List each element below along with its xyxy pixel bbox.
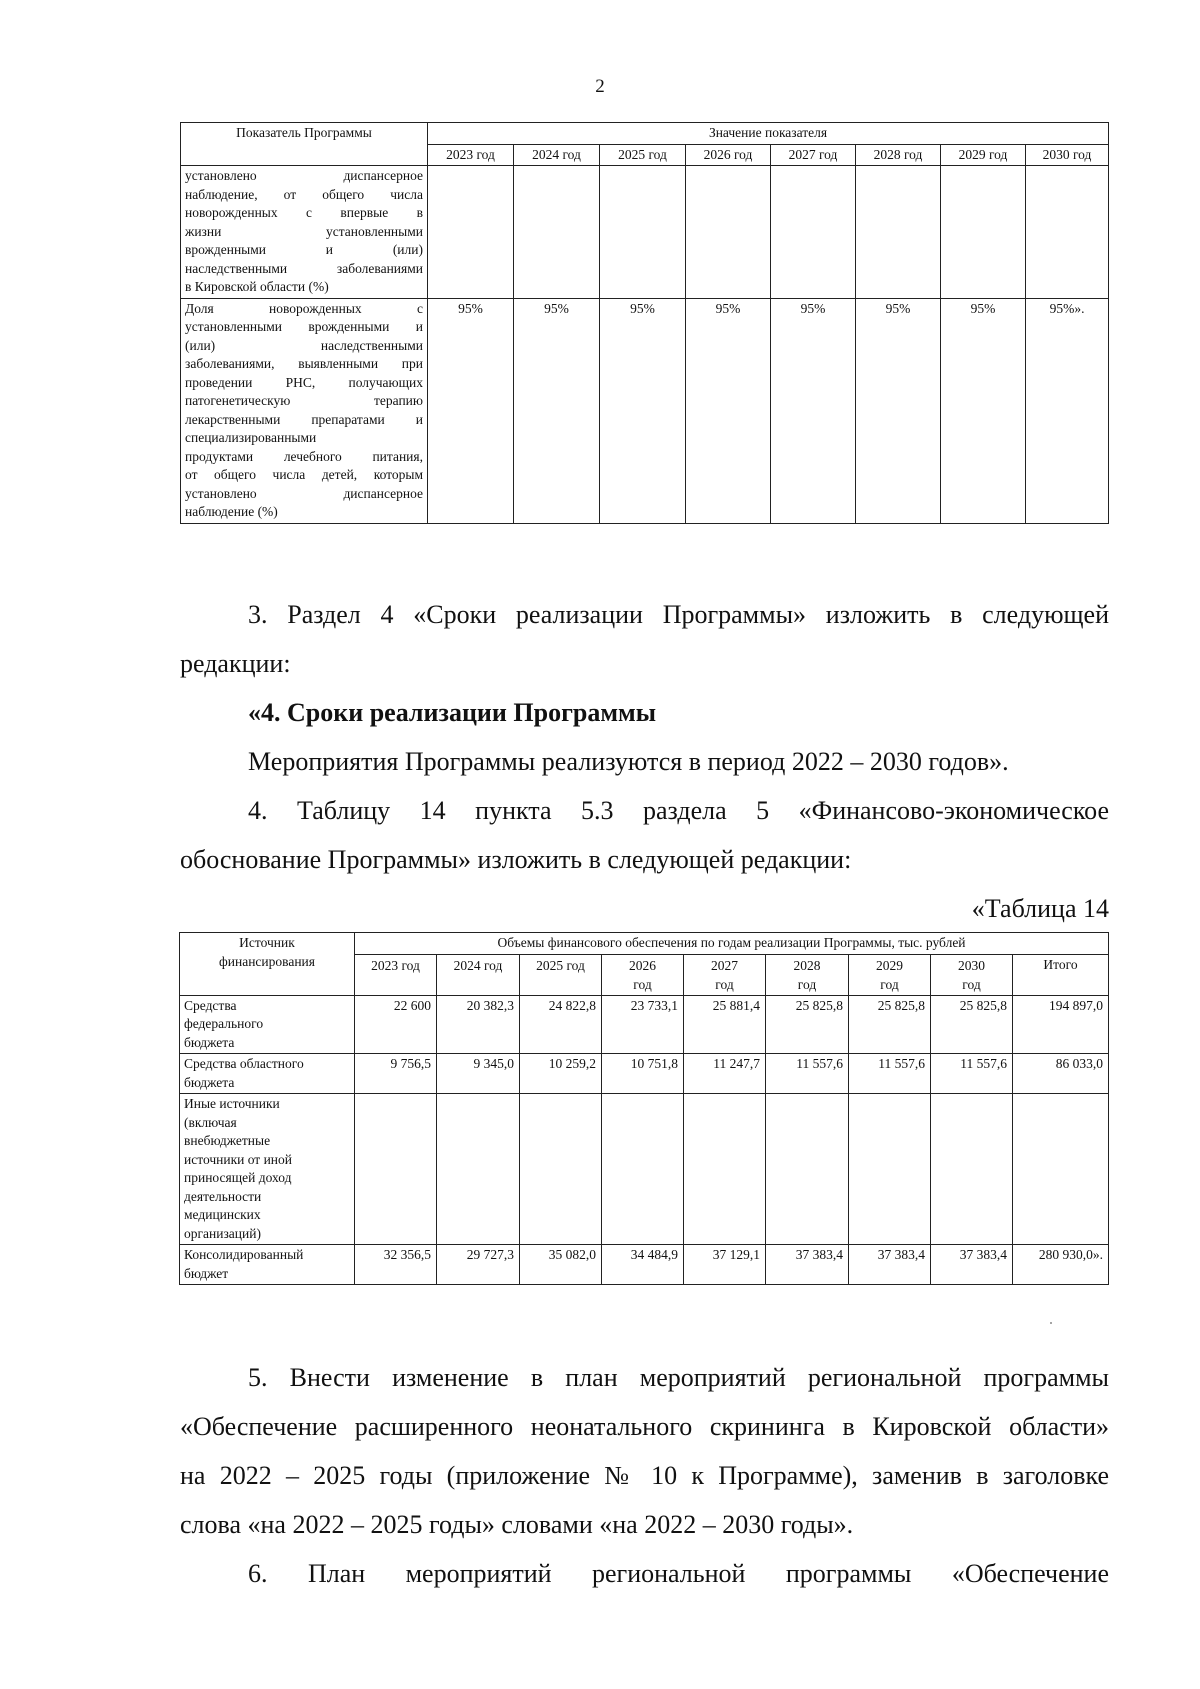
finance-year-line-2: год <box>633 976 652 992</box>
finance-value-cell <box>931 1094 1013 1245</box>
indicator-value-cell <box>941 166 1026 299</box>
finance-value-cell <box>766 1094 849 1245</box>
indicator-value-cell <box>856 166 941 299</box>
funding-source-line: медицинских <box>184 1207 261 1222</box>
section-text: Мероприятия Программы реализуются в период 2022 – 2030 годов». <box>248 747 1009 776</box>
indicator-value-cell: 95% <box>600 298 686 523</box>
finance-total-header: Итого <box>1013 954 1109 995</box>
indicator-name-line: от общего числа детей, которым <box>185 467 423 482</box>
finance-value-cell: 25 881,4 <box>684 995 766 1054</box>
finance-value-cell: 25 825,8 <box>931 995 1013 1054</box>
year-header: 2024 год <box>514 144 600 166</box>
finance-row <box>180 1245 1109 1285</box>
indicator-name-line: наблюдение (%) <box>185 504 278 519</box>
finance-year-line-1: 2025 год <box>536 957 585 973</box>
year-header: 2029 год <box>941 144 1026 166</box>
finance-value-cell: 11 247,7 <box>684 1054 766 1094</box>
finance-value-cell <box>849 1094 931 1245</box>
indicator-value-cell <box>514 166 600 299</box>
indicator-value-cell <box>600 166 686 299</box>
indicator-value-cell <box>771 166 856 299</box>
finance-year-line-1: 2023 год <box>371 957 420 973</box>
finance-value-cell: 24 822,8 <box>520 995 602 1054</box>
indicator-name-line: жизни установленными <box>185 223 423 239</box>
funding-source-line: бюджета <box>184 1074 235 1090</box>
indicator-name-line: Доля новорожденных с <box>185 300 423 316</box>
finance-year-header <box>602 954 684 995</box>
indicator-name-cell <box>181 166 428 299</box>
finance-table <box>179 932 1109 1285</box>
finance-value-cell: 32 356,5 <box>355 1245 437 1285</box>
finance-value-cell: 37 383,4 <box>766 1245 849 1285</box>
funding-source-line: (включая <box>184 1114 237 1130</box>
finance-value-cell: 86 033,0 <box>1013 1054 1109 1094</box>
finance-value-cell: 11 557,6 <box>766 1054 849 1094</box>
finance-year-header <box>684 954 766 995</box>
finance-value-cell: 11 557,6 <box>849 1054 931 1094</box>
finance-value-cell <box>520 1094 602 1245</box>
finance-value-cell: 9 345,0 <box>437 1054 520 1094</box>
indicator-value-cell <box>1026 166 1109 299</box>
finance-value-cell: 25 825,8 <box>849 995 931 1054</box>
funding-source-line: бюджета <box>184 1034 235 1050</box>
finance-year-header <box>520 954 602 995</box>
indicator-value-cell: 95% <box>771 298 856 523</box>
finance-value-cell: 29 727,3 <box>437 1245 520 1285</box>
finance-row <box>180 1094 1109 1245</box>
funding-source-line: федерального <box>184 1016 264 1031</box>
finance-year-line-2: год <box>797 976 817 992</box>
finance-header-row <box>180 933 1109 955</box>
finance-year-line-1: 2026 <box>629 957 656 973</box>
indicator-name-line: в Кировской области (%) <box>185 279 329 294</box>
indicator-row <box>181 298 1109 523</box>
indicator-table <box>180 122 1109 524</box>
funding-source-cell <box>180 1054 355 1094</box>
finance-value-cell: 22 600 <box>355 995 437 1054</box>
finance-value-cell: 37 383,4 <box>849 1245 931 1285</box>
finance-year-header <box>931 954 1013 995</box>
year-header: 2030 год <box>1026 144 1109 166</box>
finance-value-cell: 25 825,8 <box>766 995 849 1054</box>
finance-value-cell <box>355 1094 437 1245</box>
funding-source-line: деятельности <box>184 1188 262 1204</box>
funding-source-line: организаций) <box>184 1225 261 1241</box>
indicator-name-line: установлено диспансерное <box>185 168 423 183</box>
funding-source-line: источники от иной <box>184 1151 293 1167</box>
finance-value-cell: 37 383,4 <box>931 1245 1013 1285</box>
funding-source-line: бюджет <box>184 1265 229 1281</box>
finance-value-cell: 280 930,0». <box>1013 1245 1109 1285</box>
indicator-value-cell: 95% <box>514 298 600 523</box>
finance-year-line-1: 2028 <box>793 957 821 973</box>
indicator-name-line: лекарственными препаратами и <box>185 411 423 427</box>
scan-speck <box>1050 1322 1052 1324</box>
indicator-name-line: наследственными заболеваниями <box>185 260 423 276</box>
finance-year-line-1: 2024 год <box>453 957 503 973</box>
finance-value-cell: 194 897,0 <box>1013 995 1109 1054</box>
funding-source-line: Средства <box>184 997 237 1013</box>
paragraph-5-line-1: 5. Внести изменение в план мероприятий региональной программы <box>248 1363 1109 1392</box>
indicator-name-line: установленными врожденными и <box>185 319 423 334</box>
finance-year-header <box>766 954 849 995</box>
finance-row <box>180 995 1109 1054</box>
finance-value-cell: 34 484,9 <box>602 1245 684 1285</box>
finance-year-line-1: 2029 <box>876 957 903 973</box>
finance-value-cell <box>684 1094 766 1245</box>
funding-source-line: Иные источники <box>184 1096 280 1111</box>
finance-value-cell: 23 733,1 <box>602 995 684 1054</box>
paragraph-5-line-2: «Обеспечение расширенного неонатального скрининга в Кировской области» <box>180 1412 1109 1441</box>
indicator-name-line: патогенетическую терапию <box>185 393 423 408</box>
indicator-header-row <box>181 123 1109 145</box>
paragraph-4-line-1: 4. Таблицу 14 пункта 5.3 раздела 5 «Финансово-экономическое <box>248 796 1109 825</box>
indicator-name-line: заболеваниями, выявленными при <box>185 356 423 371</box>
source-header-line-1: Источник <box>239 935 295 950</box>
funding-source-line: внебюджетные <box>184 1133 271 1148</box>
finance-value-cell: 10 259,2 <box>520 1054 602 1094</box>
finance-value-cell: 11 557,6 <box>931 1054 1013 1094</box>
year-header: 2027 год <box>771 144 856 166</box>
source-header-line-2: финансирования <box>219 953 315 969</box>
indicator-name-line: новорожденных с впервые в <box>185 205 423 220</box>
year-header: 2023 год <box>428 144 514 166</box>
finance-value-cell <box>602 1094 684 1245</box>
indicator-value-cell: 95%». <box>1026 298 1109 523</box>
finance-year-line-1: 2027 <box>711 957 738 973</box>
funding-source-line: приносящей доход <box>184 1170 292 1185</box>
indicator-name-line: проведении РНС, получающих <box>185 374 423 390</box>
finance-year-line-2: год <box>715 976 734 992</box>
indicator-name-cell <box>181 298 428 523</box>
table-caption: «Таблица 14 <box>971 894 1109 923</box>
value-group-header: Значение показателя <box>428 123 1109 145</box>
paragraph-3-line-2: редакции: <box>180 649 291 678</box>
finance-year-header <box>355 954 437 995</box>
indicator-column-header: Показатель Программы <box>181 123 428 166</box>
paragraph-4-line-2: обоснование Программы» изложить в следующей редакции: <box>180 845 852 874</box>
finance-value-cell: 10 751,8 <box>602 1054 684 1094</box>
source-column-header <box>180 933 355 996</box>
finance-value-cell <box>1013 1094 1109 1245</box>
year-header: 2026 год <box>686 144 771 166</box>
finance-year-header <box>437 954 520 995</box>
year-header: 2028 год <box>856 144 941 166</box>
indicator-value-cell <box>686 166 771 299</box>
funding-source-line: Средства областного <box>184 1056 304 1071</box>
finance-year-header <box>849 954 931 995</box>
paragraph-5-line-4: слова «на 2022 – 2025 годы» словами «на 2022 – 2030 годы». <box>180 1510 854 1539</box>
paragraph-6-line-1: 6. План мероприятий региональной программы «Обеспечение <box>248 1559 1109 1588</box>
finance-value-cell: 9 756,5 <box>355 1054 437 1094</box>
funding-source-cell <box>180 1094 355 1245</box>
finance-value-cell: 35 082,0 <box>520 1245 602 1285</box>
indicator-value-cell: 95% <box>428 298 514 523</box>
indicator-name-line: наблюдение, от общего числа <box>185 186 423 202</box>
year-header: 2025 год <box>600 144 686 166</box>
finance-row <box>180 1054 1109 1094</box>
indicator-name-line: продуктами лечебного питания, <box>185 448 423 464</box>
finance-value-cell: 20 382,3 <box>437 995 520 1054</box>
indicator-value-cell: 95% <box>941 298 1026 523</box>
funding-source-line: Консолидированный <box>184 1247 304 1262</box>
finance-year-line-1: 2030 <box>958 957 985 973</box>
indicator-name-line: установлено диспансерное <box>185 485 423 501</box>
paragraph-5-line-3: на 2022 – 2025 годы (приложение № 10 к Программе), заменив в заголовке <box>180 1461 1109 1490</box>
funding-source-cell <box>180 995 355 1054</box>
indicator-name-line: специализированными <box>185 430 317 445</box>
finance-value-cell <box>437 1094 520 1245</box>
finance-year-line-2: год <box>962 976 981 992</box>
indicator-value-cell: 95% <box>686 298 771 523</box>
indicator-value-cell <box>428 166 514 299</box>
indicator-row <box>181 166 1109 299</box>
finance-group-header: Объемы финансового обеспечения по годам реализации Программы, тыс. рублей <box>355 933 1109 955</box>
finance-value-cell: 37 129,1 <box>684 1245 766 1285</box>
paragraph-3-line-1: 3. Раздел 4 «Сроки реализации Программы» изложить в следующей <box>248 600 1109 629</box>
page-number: 2 <box>595 76 605 97</box>
section-heading: «4. Сроки реализации Программы <box>248 698 657 727</box>
indicator-name-line: врожденными и (или) <box>185 242 423 257</box>
funding-source-cell <box>180 1245 355 1285</box>
finance-year-line-2: год <box>880 976 899 992</box>
indicator-value-cell: 95% <box>856 298 941 523</box>
indicator-name-line: (или) наследственными <box>185 337 423 353</box>
